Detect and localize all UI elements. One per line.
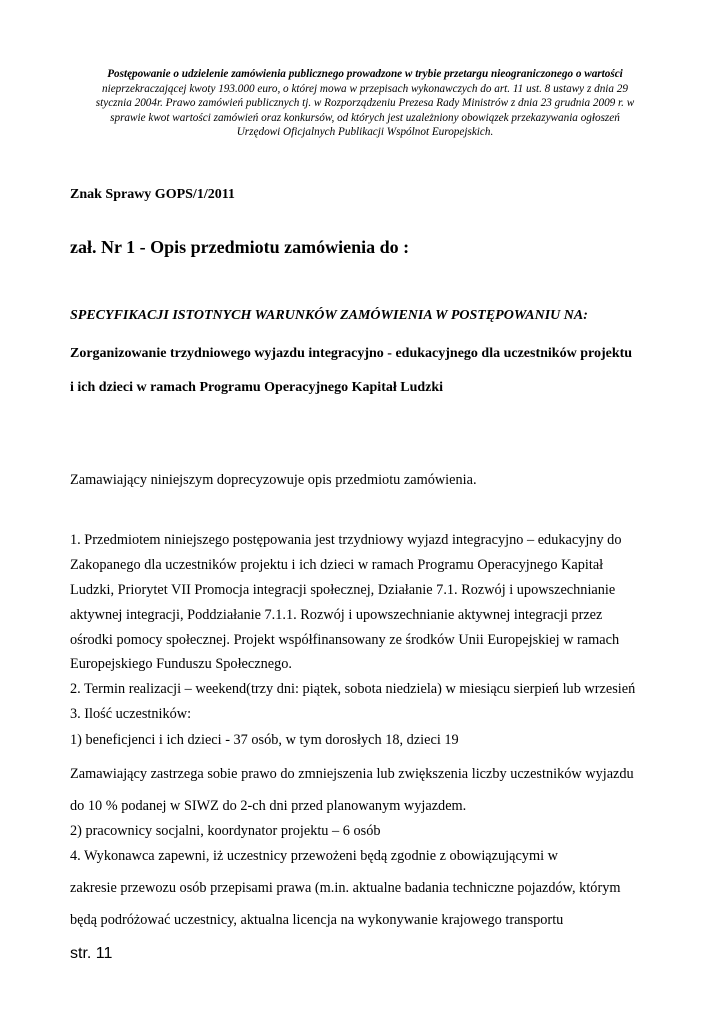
attachment-title: zał. Nr 1 - Opis przedmiotu zamówienia do : — [70, 237, 410, 257]
header-note-line: Postępowanie o udzielenie zamówienia publicznego prowadzone w trybie przetargu nieograniczonego o wartości — [107, 68, 623, 80]
body-line: Zamawiający zastrzega sobie prawo do zmniejszenia lub zwiększenia liczby uczestników wyjazdu — [70, 766, 634, 782]
body-line: 2. Termin realizacji – weekend(trzy dni: piątek, sobota niedziela) w miesiącu sierpień lub wrzesień — [70, 681, 636, 697]
page-number: str. 11 — [70, 945, 113, 962]
header-note-line: stycznia 2004r. Prawo zamówień publicznych tj. w Rozporządzeniu Prezesa Rady Ministrów z dnia 23 grudnia 2009 r. w — [95, 97, 635, 110]
body-line: zakresie przewozu osób przepisami prawa (m.in. aktualne badania techniczne pojazdów, którym — [70, 880, 621, 896]
body-line: Ludzki, Priorytet VII Promocja integracji społecznej, Działanie 7.1. Rozwój i upowszechnianie — [70, 582, 616, 598]
body-line: Zakopanego dla uczestników projektu i ich dzieci w ramach Programu Operacyjnego Kapitał — [70, 557, 604, 573]
procedure-header-note — [80, 67, 650, 140]
subject-line: Zorganizowanie trzydniowego wyjazdu integracyjno - edukacyjnego dla uczestników projektu — [70, 346, 633, 361]
header-note-line: sprawie kwot wartości zamówień oraz konkursów, od których jest uzależniony obowiązek przekazywania ogłoszeń — [110, 111, 620, 124]
body-line: do 10 % podanej w SIWZ do 2-ch dni przed planowanym wyjazdem. — [70, 798, 467, 814]
body-line: 1. Przedmiotem niniejszego postępowania jest trzydniowy wyjazd integracyjno – edukacyjny do — [70, 532, 622, 548]
spec-heading: SPECYFIKACJI ISTOTNYCH WARUNKÓW ZAMÓWIENIA W POSTĘPOWANIU NA: — [70, 308, 588, 323]
body-line: 1) beneficjenci i ich dzieci - 37 osób, w tym dorosłych 18, dzieci 19 — [70, 732, 459, 748]
header-note-line: nieprzekraczającej kwoty 193.000 euro, o której mowa w przepisach wykonawczych do art. 11 ust. 8 ustawy z dnia 29 — [102, 82, 628, 95]
body-line: Europejskiego Funduszu Społecznego. — [70, 656, 292, 672]
body-line: 2) pracownicy socjalni, koordynator projektu – 6 osób — [70, 823, 381, 839]
body-line: 3. Ilość uczestników: — [70, 706, 192, 722]
intro-paragraph: Zamawiający niniejszym doprecyzowuje opis przedmiotu zamówienia. — [70, 472, 477, 488]
body-line: aktywnej integracji, Poddziałanie 7.1.1. Rozwój i upowszechnianie aktywnej integracji przez — [70, 607, 603, 623]
body-line: 4. Wykonawca zapewni, iż uczestnicy przewożeni będą zgodnie z obowiązującymi w — [70, 848, 558, 864]
header-note-line: Urzędowi Oficjalnych Publikacji Wspólnot Europejskich. — [236, 126, 494, 139]
body-line: będą podróżować uczestnicy, aktualna licencja na wykonywanie krajowego transportu — [70, 912, 564, 928]
body-line: ośrodki pomocy społecznej. Projekt współfinansowany ze środków Unii Europejskiej w ramach — [70, 632, 620, 648]
subject-line: i ich dzieci w ramach Programu Operacyjnego Kapitał Ludzki — [70, 380, 444, 395]
case-number: Znak Sprawy GOPS/1/2011 — [70, 187, 235, 202]
